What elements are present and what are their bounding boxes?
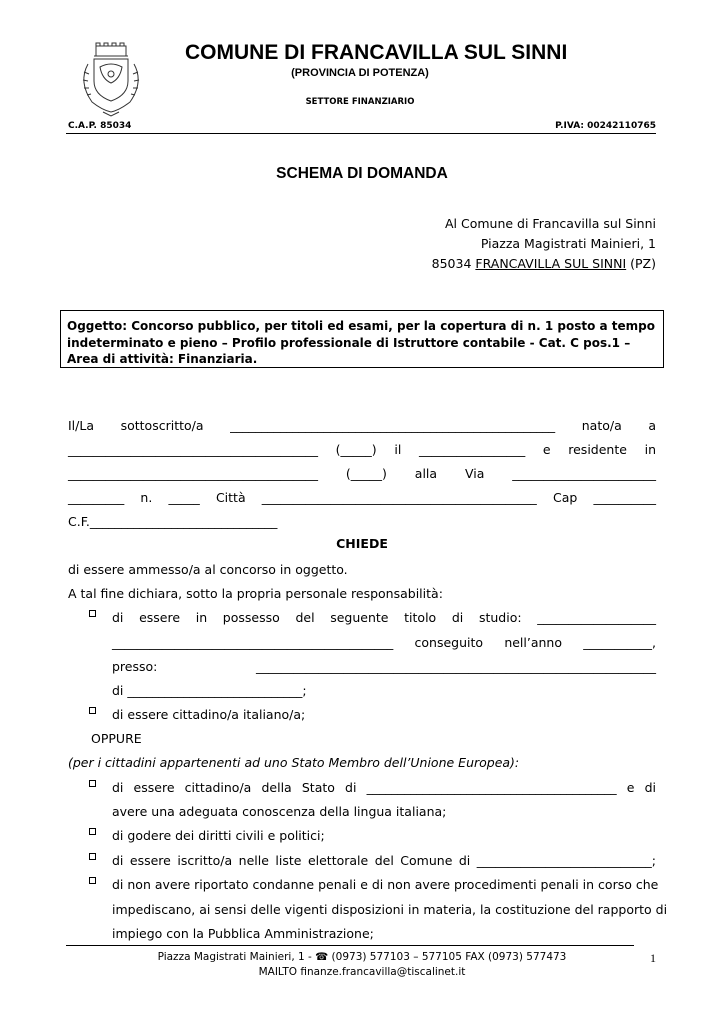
square-bullet-icon — [89, 707, 99, 717]
paragraph-declaration: A tal fine dichiara, sotto la propria personale responsabilità: — [68, 586, 443, 601]
footer-address: Piazza Magistrati Mainieri, 1 - ☎ (0973) 577103 – 577105 FAX (0973) 577473 — [157, 951, 567, 963]
province-subtitle: (PROVINCIA DI POTENZA) — [291, 67, 429, 79]
form-line-name: Il/La sottoscritto/a ____________________________________________________ nato/a a — [68, 418, 656, 433]
item-study-title-cont: _____________________________________________ conseguito nell’anno ___________, — [112, 635, 656, 650]
paragraph-admission: di essere ammesso/a al concorso in oggetto. — [68, 562, 348, 577]
item-italian-citizen: di essere cittadino/a italiano/a; — [112, 707, 306, 722]
item-eu-citizen: di essere cittadino/a della Stato di ________________________________________ e di — [112, 780, 656, 795]
chiede-heading: CHIEDE — [336, 536, 388, 551]
municipality-title: COMUNE DI FRANCAVILLA SUL SINNI — [185, 41, 568, 64]
square-bullet-icon — [89, 877, 99, 887]
item-study-place: di ____________________________; — [112, 683, 307, 698]
form-line-residence: ________________________________________ (_____) alla Via _______________________ — [68, 466, 656, 481]
subject-box: Oggetto: Concorso pubblico, per titoli ed esami, per la copertura di n. 1 posto a tempo indeterminato e pieno – Profilo professionale di Istruttore contabile - Cat. C pos.1 – Area di attività: Finanziaria. — [60, 310, 664, 368]
coat-of-arms-emblem — [70, 42, 152, 124]
item-criminal-record: di non avere riportato condanne penali e di non avere procedimenti penali in corso che — [112, 877, 659, 892]
footer-divider — [66, 945, 634, 946]
item-criminal-record-end: impiego con la Pubblica Amministrazione; — [112, 926, 374, 941]
item-study-title: di essere in possesso del seguente titolo di studio: ___________________ — [112, 610, 656, 625]
item-civil-rights: di godere dei diritti civili e politici; — [112, 828, 325, 843]
department-label: SETTORE FINANZIARIO — [305, 97, 415, 107]
item-electoral-lists: di essere iscritto/a nelle liste elettorale del Comune di ____________________________; — [112, 853, 656, 868]
square-bullet-icon — [89, 780, 99, 790]
square-bullet-icon — [89, 828, 99, 838]
eu-citizens-note: (per i cittadini appartenenti ad uno Stato Membro dell’Unione Europea): — [68, 755, 520, 770]
item-study-presso: presso: ________________________________________________________________ — [112, 659, 656, 674]
header-divider — [66, 133, 656, 134]
square-bullet-icon — [89, 610, 99, 620]
item-criminal-record-cont: impediscano, ai sensi delle vigenti disposizioni in materia, la costituzione del rapporto di — [112, 902, 668, 917]
item-eu-citizen-cont: avere una adeguata conoscenza della lingua italiana; — [112, 804, 447, 819]
oppure-label: OPPURE — [91, 731, 142, 746]
form-line-fiscal-code: C.F.______________________________ — [68, 514, 278, 529]
form-line-address: _________ n. _____ Città ____________________________________________ Cap __________ — [68, 490, 656, 505]
recipient-line-3: 85034 FRANCAVILLA SUL SINNI (PZ) — [431, 256, 656, 271]
cap-label: C.A.P. 85034 — [68, 121, 132, 131]
footer-email: MAILTO finanze.francavilla@tiscalinet.it — [258, 966, 466, 978]
page-number: 1 — [650, 951, 656, 965]
recipient-line-2: Piazza Magistrati Mainieri, 1 — [480, 236, 656, 251]
piva-label: P.IVA: 00242110765 — [555, 121, 656, 131]
square-bullet-icon — [89, 853, 99, 863]
form-line-birth: ________________________________________ (_____) il _________________ e residente in — [68, 442, 656, 457]
recipient-line-1: Al Comune di Francavilla sul Sinni — [444, 216, 656, 231]
document-title: SCHEMA DI DOMANDA — [276, 165, 448, 182]
